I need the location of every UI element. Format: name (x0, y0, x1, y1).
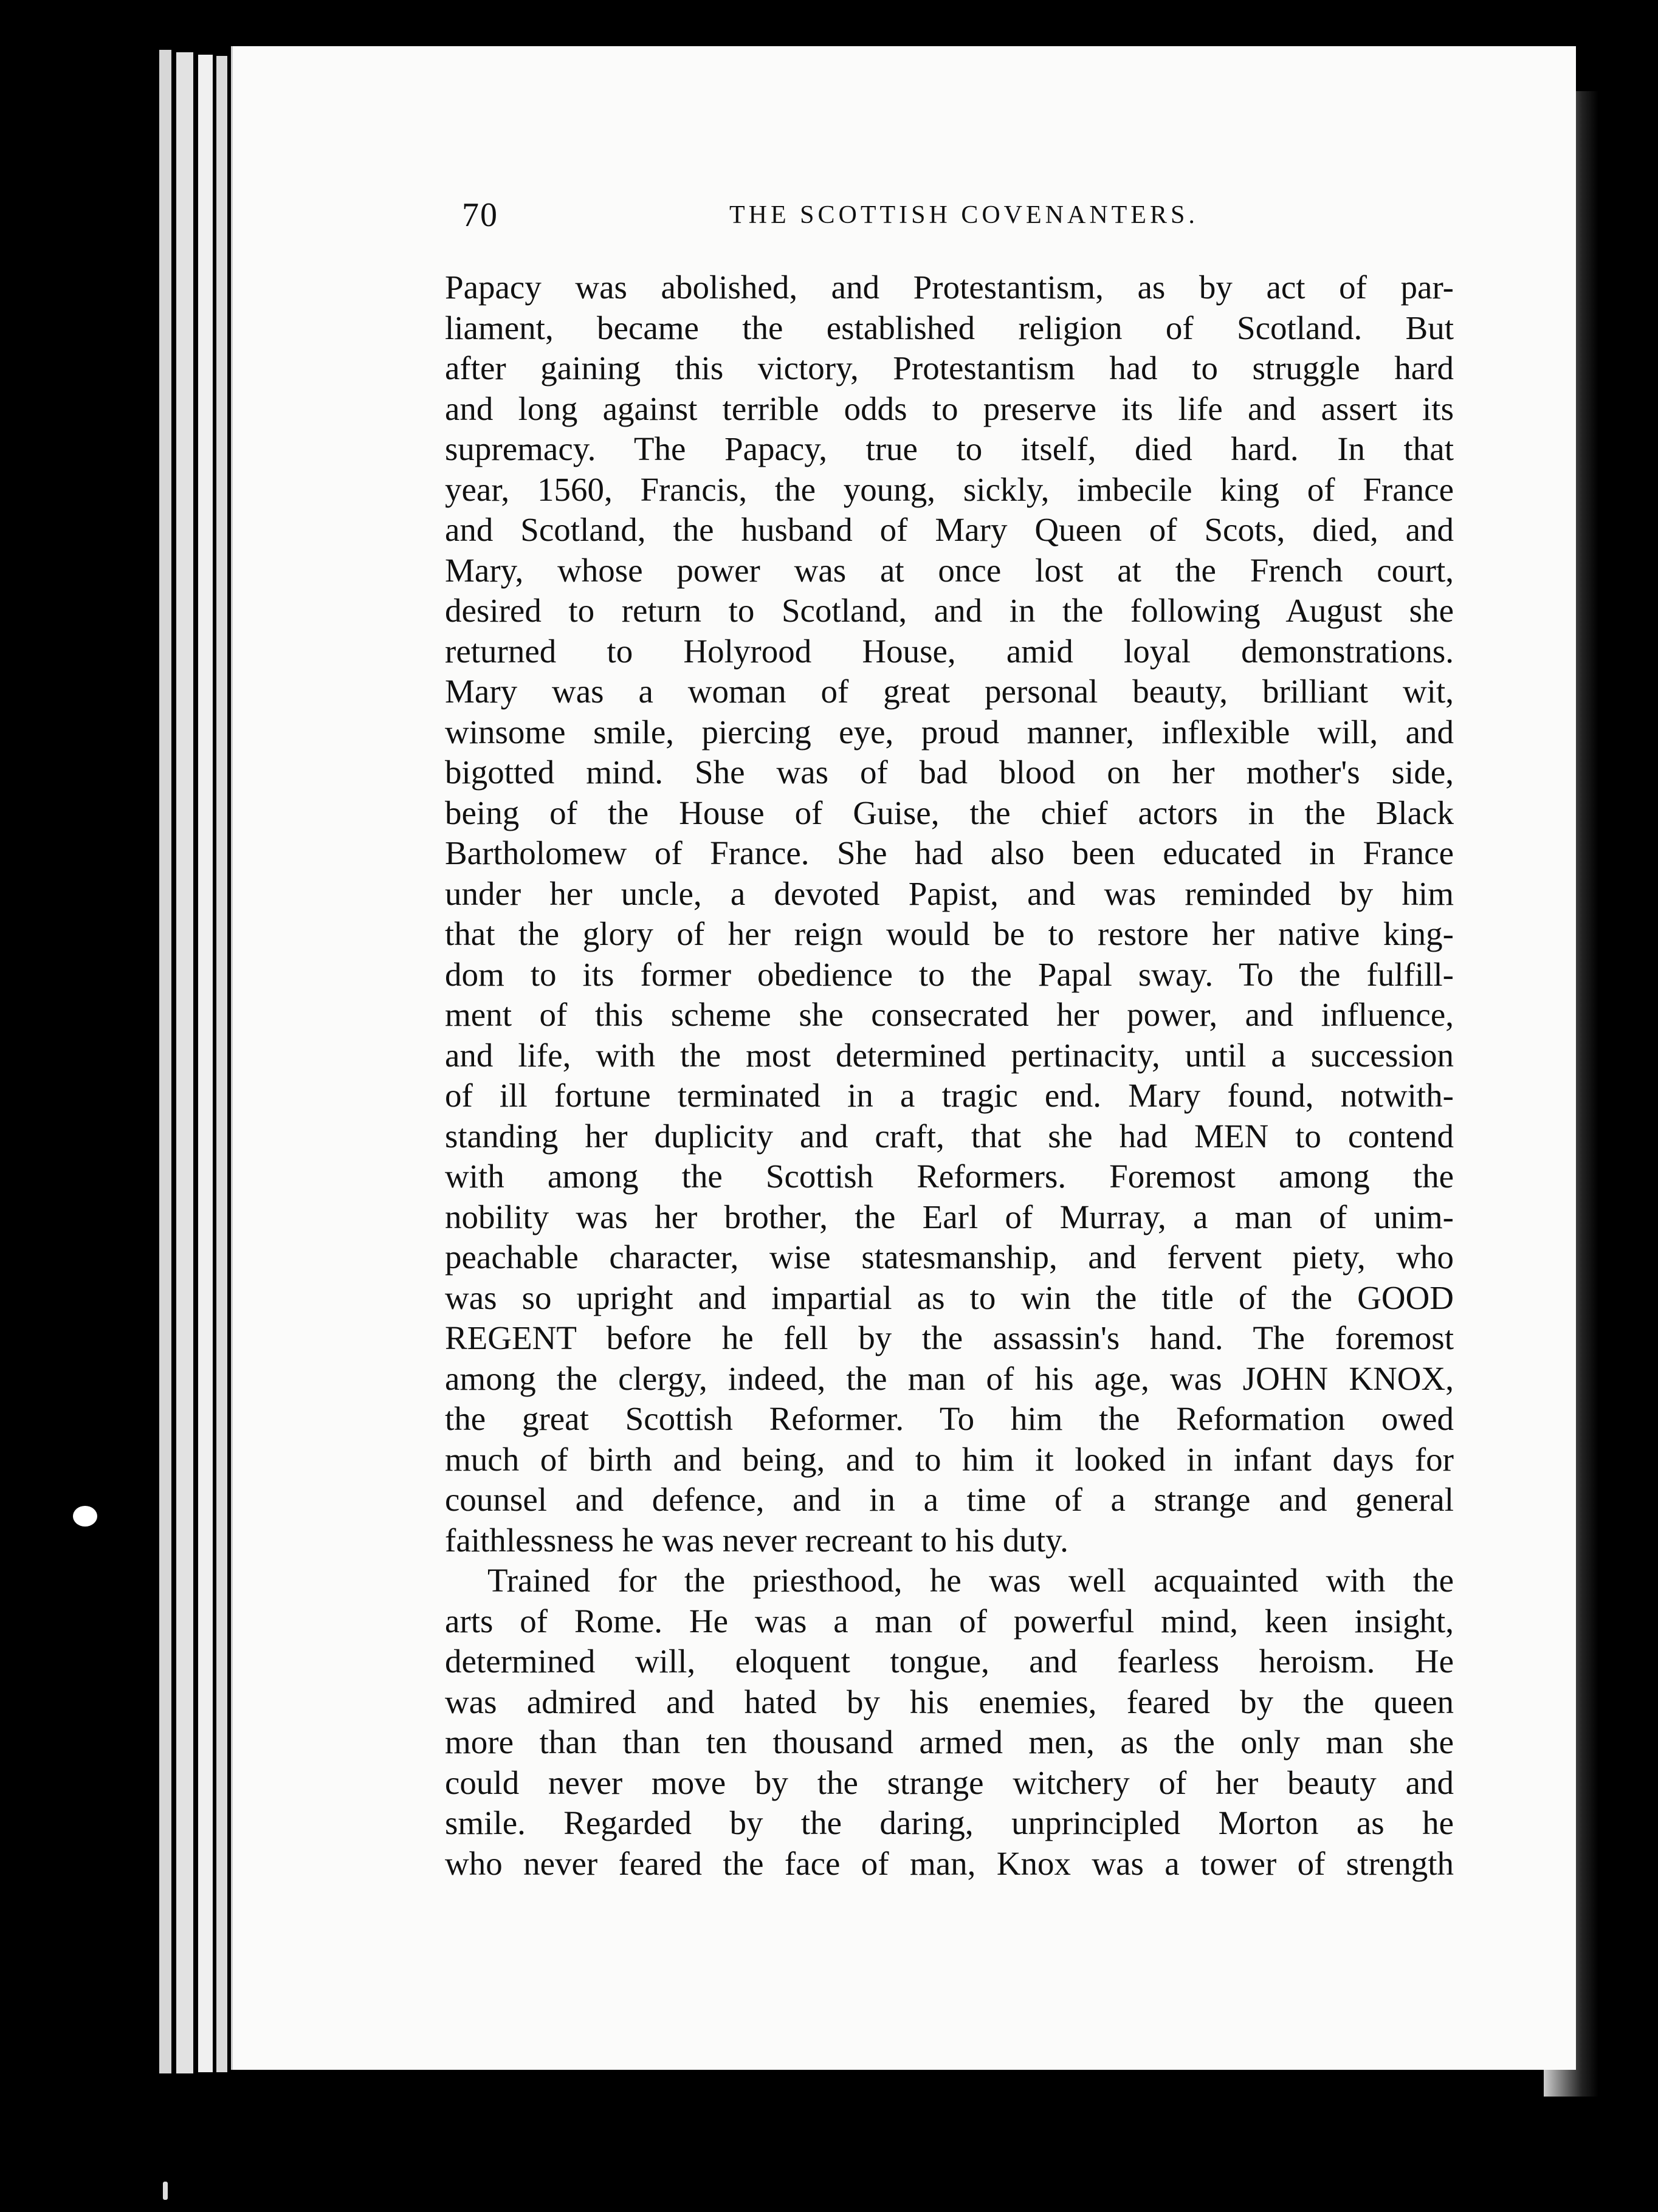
text-line: who never feared the face of man, Knox was a tower of strength (445, 1844, 1454, 1882)
text-line: peachable character, wise statesmanship, and fervent piety, who (445, 1238, 1454, 1276)
text-line: determined will, eloquent tongue, and fearless heroism. He (445, 1643, 1454, 1680)
text-line: desired to return to Scotland, and in the following August she (445, 592, 1454, 629)
page-edge (198, 55, 213, 2072)
text-line: was admired and hated by his enemies, feared by the queen (445, 1683, 1454, 1720)
text-line: the great Scottish Reformer. To him the Reformation owed (445, 1400, 1454, 1437)
scan-speck (73, 1506, 97, 1527)
text-line: after gaining this victory, Protestantism had to struggle hard (445, 349, 1454, 386)
text-line: dom to its former obedience to the Papal sway. To the fulfill- (445, 955, 1454, 993)
text-line: being of the House of Guise, the chief actors in the Black (445, 794, 1454, 831)
text-line: and Scotland, the husband of Mary Queen of Scots, died, and (445, 511, 1454, 548)
page-edge (159, 50, 171, 2073)
text-line: bigotted mind. She was of bad blood on her mother's side, (445, 754, 1454, 791)
text-line: smile. Regarded by the daring, unprincipled Morton as he (445, 1804, 1454, 1841)
text-line: arts of Rome. He was a man of powerful mind, keen insight, (445, 1602, 1454, 1640)
text-line: could never move by the strange witchery of her beauty and (445, 1764, 1454, 1801)
page-body (445, 267, 1454, 1884)
text-line: Papacy was abolished, and Protestantism, as by act of par- (445, 269, 1454, 306)
text-line: and life, with the most determined pertinacity, until a succession (445, 1036, 1454, 1074)
text-line: Mary was a woman of great personal beauty, brilliant wit, (445, 673, 1454, 710)
text-line: faithlessness he was never recreant to his duty. (445, 1521, 1068, 1559)
page-number: 70 (462, 196, 498, 234)
text-line: nobility was her brother, the Earl of Murray, a man of unim- (445, 1198, 1454, 1235)
paragraph (445, 1561, 1454, 1884)
text-line: supremacy. The Papacy, true to itself, died hard. In that (445, 430, 1454, 467)
text-line: standing her duplicity and craft, that she had MEN to contend (445, 1117, 1454, 1155)
running-header (462, 196, 1446, 238)
text-line: and long against terrible odds to preserve its life and assert its (445, 390, 1454, 427)
page-edge (176, 52, 193, 2073)
text-line: more than than ten thousand armed men, as the only man she (445, 1723, 1454, 1760)
text-line: ment of this scheme she consecrated her power, and influence, (445, 996, 1454, 1033)
scan-speck (163, 2182, 168, 2200)
text-line: of ill fortune terminated in a tragic end. Mary found, notwith- (445, 1077, 1454, 1114)
text-line: winsome smile, piercing eye, proud manner, inflexible will, and (445, 713, 1454, 750)
paragraph (445, 267, 1454, 1561)
text-line: Bartholomew of France. She had also been educated in France (445, 834, 1454, 871)
text-line: year, 1560, Francis, the young, sickly, imbecile king of France (445, 470, 1454, 508)
text-line: counsel and defence, and in a time of a strange and general (445, 1481, 1454, 1518)
running-title: THE SCOTTISH COVENANTERS. (729, 201, 1199, 229)
text-line: Mary, whose power was at once lost at the French court, (445, 551, 1454, 589)
text-line: that the glory of her reign would be to restore her native king- (445, 915, 1454, 952)
text-line: returned to Holyrood House, amid loyal demonstrations. (445, 632, 1454, 670)
text-line: Trained for the priesthood, he was well acquainted with the (487, 1562, 1454, 1599)
text-line: liament, became the established religion of Scotland. But (445, 309, 1454, 346)
page-edge (216, 56, 227, 2072)
text-line: among the clergy, indeed, the man of his age, was JOHN KNOX, (445, 1359, 1454, 1397)
text-line: was so upright and impartial as to win the title of the GOOD (445, 1279, 1454, 1316)
text-line: under her uncle, a devoted Papist, and was reminded by him (445, 874, 1454, 912)
text-line: much of birth and being, and to him it looked in infant days for (445, 1440, 1454, 1478)
text-line: REGENT before he fell by the assassin's hand. The foremost (445, 1319, 1454, 1356)
text-line: with among the Scottish Reformers. Foremost among the (445, 1158, 1454, 1195)
